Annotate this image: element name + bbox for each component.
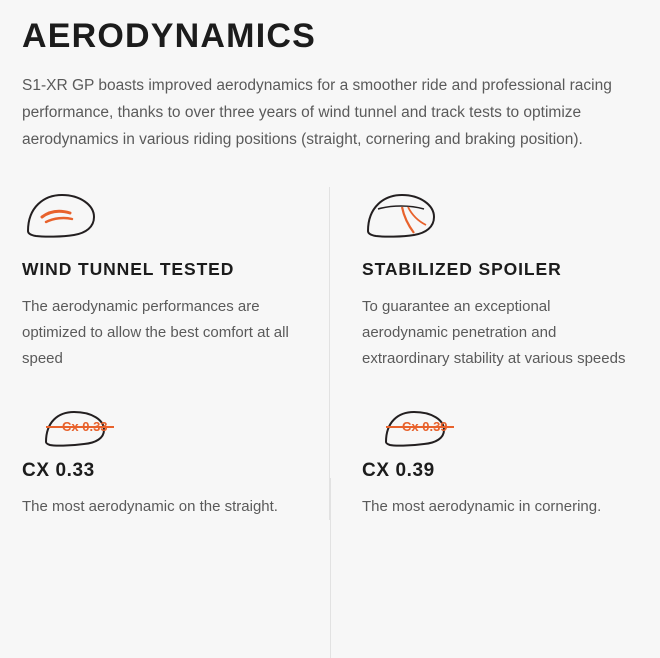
cx-block — [22, 402, 307, 520]
helmet-spoiler-icon — [362, 187, 638, 245]
feature-column-left — [22, 187, 330, 519]
feature-description: To guarantee an exceptional aerodynamic penetration and extraordinary stability at various speeds — [362, 298, 626, 367]
cx-badge-label: Cx 0.33 — [62, 418, 108, 434]
feature-title: WIND TUNNEL TESTED — [22, 259, 235, 280]
cx-title: CX 0.39 — [362, 459, 435, 481]
cx-description: The most aerodynamic on the straight. — [22, 497, 278, 515]
cx-badge-label: Cx 0.39 — [402, 418, 448, 434]
feature-column-right — [330, 187, 638, 519]
page-title: AERODYNAMICS — [22, 17, 316, 55]
cx-title: CX 0.33 — [22, 459, 95, 481]
cx-description: The most aerodynamic in cornering. — [362, 497, 602, 515]
helmet-cx-icon — [22, 402, 307, 448]
helmet-airflow-icon — [22, 187, 307, 245]
feature-title: STABILIZED SPOILER — [362, 259, 562, 280]
cx-block — [362, 402, 638, 520]
feature-description: The aerodynamic performances are optimized to allow the best comfort at all speed — [22, 298, 289, 367]
features-grid — [22, 187, 638, 519]
column-divider — [330, 478, 331, 658]
helmet-cx-icon — [362, 402, 638, 448]
intro-paragraph: S1-XR GP boasts improved aerodynamics for a smoother ride and professional racing performance, thanks to over three years of wind tunnel and track tests to optimize aerodynamics in various riding positions (straight, cornering and braking position). — [22, 77, 612, 148]
